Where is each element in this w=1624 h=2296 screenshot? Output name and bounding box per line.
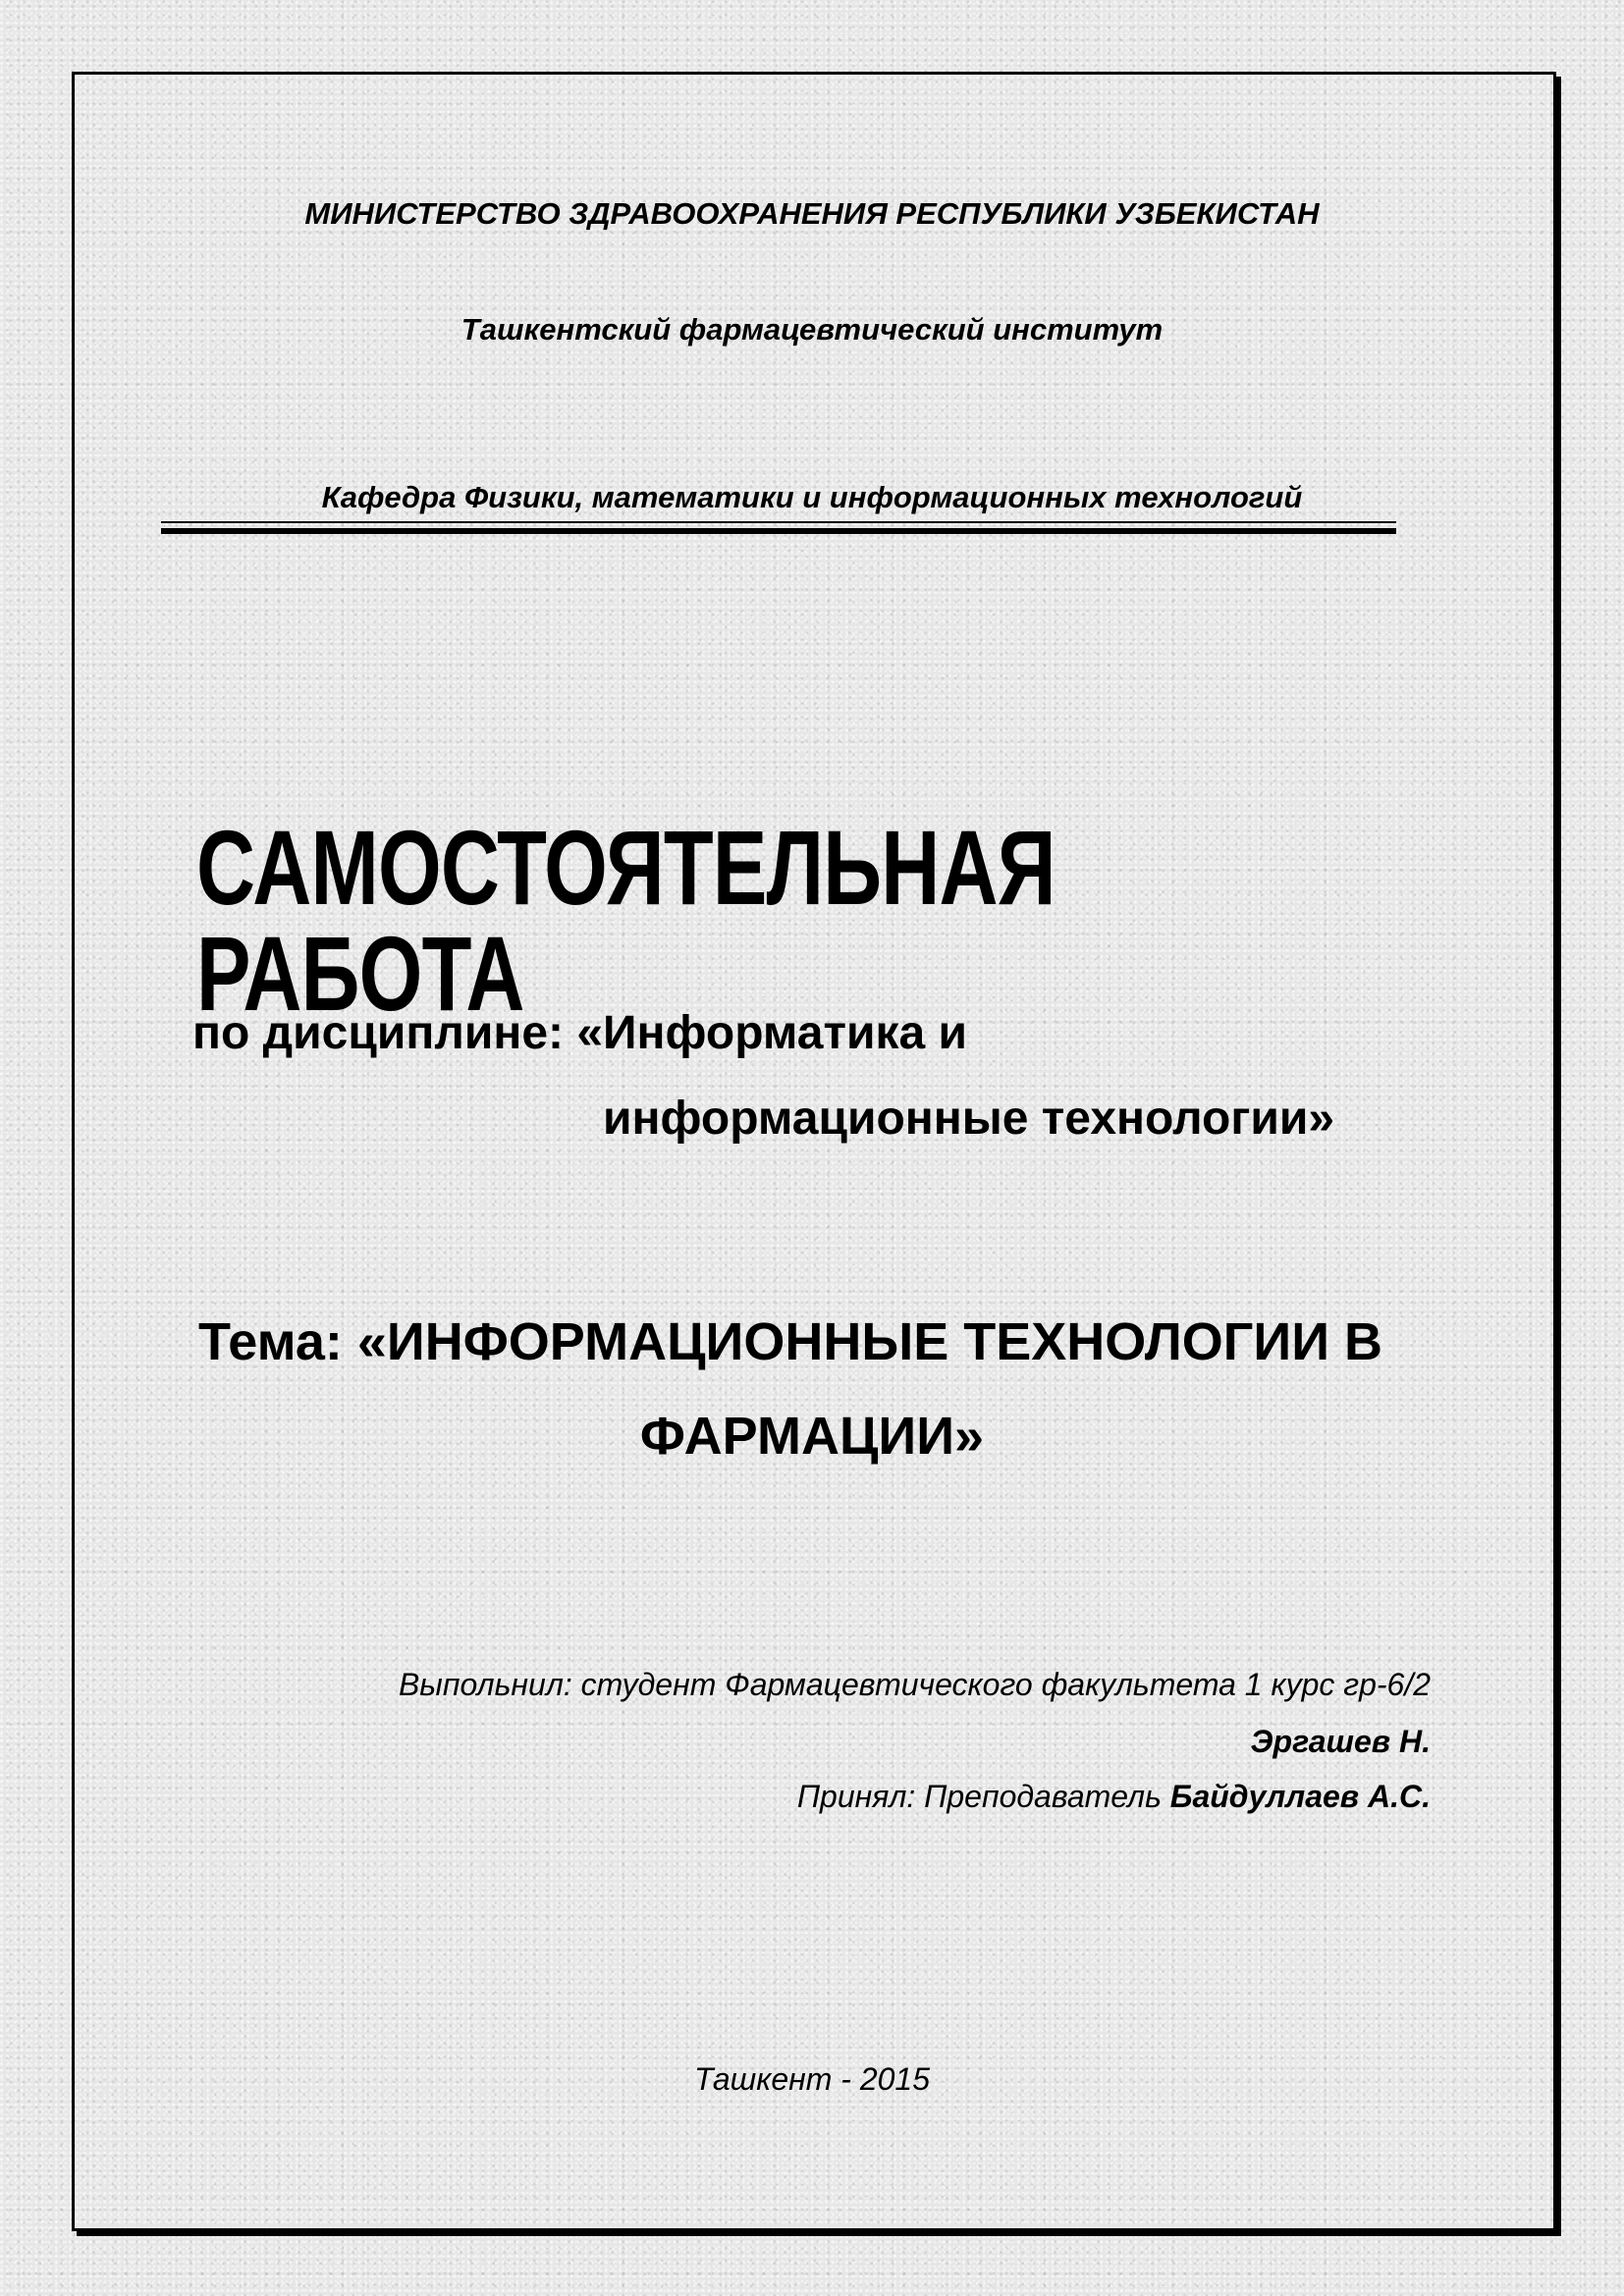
- discipline-line-2: информационные технологии»: [603, 1093, 1335, 1145]
- topic-line-2: ФАРМАЦИИ»: [639, 1407, 985, 1466]
- page-border: [72, 72, 1556, 2231]
- accepted-label: Принял: Преподаватель: [796, 1779, 1162, 1814]
- student-name: Эргашев Н.: [1250, 1724, 1431, 1759]
- header-rule-thin: [161, 521, 1396, 523]
- institute-name: Ташкентский фармацевтический институт: [460, 312, 1164, 347]
- discipline-line-1: по дисциплине: «Информатика и: [192, 1007, 968, 1059]
- topic-line-1: Тема: «ИНФОРМАЦИОННЫЕ ТЕХНОЛОГИИ В: [198, 1312, 1383, 1371]
- city-year: Ташкент - 2015: [694, 2061, 930, 2097]
- ministry-heading: МИНИСТЕРСТВО ЗДРАВООХРАНЕНИЯ РЕСПУБЛИКИ УЗБЕКИСТАН: [304, 196, 1320, 231]
- teacher-name: Байдуллаев А.С.: [1169, 1779, 1431, 1814]
- performed-by: Выпольнил: студент Фармацевтического факультета 1 курс гр-6/2: [398, 1667, 1431, 1702]
- accepted-by: [797, 1779, 1431, 1815]
- department-name: Кафедра Физики, математики и информационных технологий: [321, 480, 1303, 514]
- document-title: САМОСТОЯТЕЛЬНАЯ РАБОТА: [196, 808, 1056, 1033]
- header-rule-thick: [161, 528, 1396, 534]
